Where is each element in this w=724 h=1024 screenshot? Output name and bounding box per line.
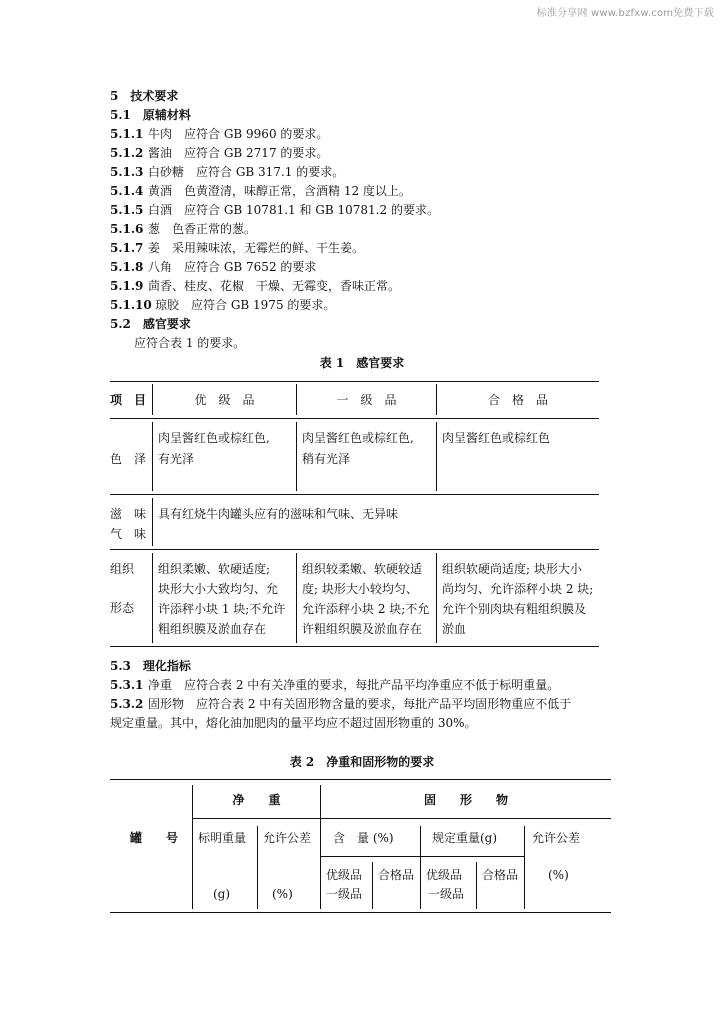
table-1-rule [110, 418, 599, 419]
clause-number: 5.1.7 [110, 241, 144, 255]
table-1-cell: 肉呈酱红色或棕红色, [158, 431, 270, 445]
table-1-caption: 表 1 感官要求 [319, 356, 405, 370]
clause-text: 姜 采用辣味浓，无霉烂的鲜、干生姜。 [148, 241, 365, 255]
clause-number: 5.3.1 [110, 678, 144, 692]
table-2-divider [420, 826, 421, 909]
clause-5-1-5 [110, 202, 439, 219]
clause-5-1-6 [110, 221, 256, 238]
clause-number: 5.1.1 [110, 127, 144, 141]
table-2-header-labeled-weight: 标明重量 [198, 831, 247, 845]
table-2-divider [524, 826, 525, 909]
table-1-row-label-smell: 气 味 [110, 527, 147, 541]
table-2-divider [372, 862, 373, 909]
clause-text: 固形物 应符合表 2 中有关固形物含量的要求，每批产品平均固形物重应不低于 [148, 697, 572, 711]
table-1-row-label-shape: 形态 [110, 601, 135, 615]
table-1-divider [152, 498, 153, 546]
table-2-rule [192, 818, 611, 819]
table-1-cell: 许添秤小块 1 块;不允许 [158, 602, 286, 616]
clause-number: 5.1.2 [110, 146, 144, 160]
table-2-header-solids: 固 形 物 [423, 793, 508, 807]
table-1-cell: 肉呈酱红色或棕红色 [442, 431, 551, 445]
table-2-header-can-number: 罐 号 [130, 831, 179, 845]
table-2-header-tolerance: 允许公差 [263, 831, 312, 845]
table-1-cell: 组织较柔嫩、软硬较适 [302, 562, 423, 576]
table-1-divider [296, 422, 297, 491]
table-1-rule [110, 646, 599, 647]
clause-text: 牛肉 应符合 GB 9960 的要求。 [148, 127, 329, 141]
table-1-row-label-taste: 滋 味 [110, 507, 147, 521]
section-5-2-text: 应符合表 1 的要求。 [134, 336, 246, 350]
table-2-caption: 表 2 净重和固形物的要求 [289, 755, 435, 769]
clause-number: 5.1.3 [110, 165, 144, 179]
table-1-cell: 允许添秤小块 2 块;不允 [302, 602, 430, 616]
table-1-cell: 粗组织膜及淤血存在 [158, 622, 267, 636]
clause-text: 黄酒 色黄澄清，味醇正常，含酒精 12 度以上。 [148, 184, 411, 198]
table-2-header-tolerance-solids: 允许公差 [532, 831, 581, 845]
table-1-rule [110, 494, 599, 495]
table-1-cell: 肉呈酱红色或棕红色, [302, 431, 414, 445]
clause-5-1-10 [110, 297, 335, 314]
table-2-divider [476, 862, 477, 909]
table-1-cell: 组织柔嫩、软硬适度; [158, 562, 271, 576]
table-2-unit: (%) [548, 868, 569, 882]
clause-number: 5.1.5 [110, 203, 144, 217]
clause-5-1-7 [110, 240, 364, 257]
table-1-header-first: 一 级 品 [336, 393, 397, 407]
table-1-cell: 淤血 [442, 622, 467, 636]
table-2-rule [320, 856, 524, 857]
table-2-header-content: 含 量 (%) [333, 831, 394, 845]
table-2-unit: (%) [272, 887, 293, 901]
table-2-header-spec-weight: 规定重量(g) [432, 831, 498, 845]
table-1-cell: 有光泽 [158, 452, 195, 466]
table-1-cell: 组织软硬尚适度; 块形大小 [442, 562, 582, 576]
clause-5-3-2 [110, 696, 571, 713]
table-1-row-label-texture: 组织 [110, 562, 135, 576]
clause-text: 琼胶 应符合 GB 1975 的要求。 [155, 298, 336, 312]
table-1-cell: 块形大小大致均匀、允 [158, 582, 279, 596]
table-2-divider [257, 826, 258, 909]
table-1-cell: 尚均匀、允许添秤小块 2 块; [442, 582, 594, 596]
watermark: 标准分享网 www.bzfxw.com免费下载 [536, 8, 714, 19]
clause-5-3-2-continued: 规定重量。其中，熔化油加肥肉的量平均应不超过固形物重的 30%。 [110, 716, 477, 730]
table-1-divider [436, 422, 437, 491]
table-1-row-label-color: 色 泽 [110, 452, 147, 466]
table-1-header-qualified: 合 格 品 [487, 393, 548, 407]
clause-text: 酱油 应符合 GB 2717 的要求。 [148, 146, 329, 160]
table-1-rule [110, 549, 599, 550]
clause-text: 葱 色香正常的葱。 [148, 222, 257, 236]
table-1-header-superior: 优 级 品 [194, 393, 255, 407]
clause-5-1-9 [110, 278, 400, 295]
table-2-grade: 优级品 [326, 868, 363, 882]
section-5-1-heading: 5.1 原辅材料 [110, 108, 191, 122]
clause-number: 5.1.4 [110, 184, 144, 198]
table-1-cell: 允许个别肉块有粗组织膜及 [442, 602, 587, 616]
clause-text: 白砂糖 应符合 GB 317.1 的要求。 [148, 165, 345, 179]
table-2-grade: 合格品 [378, 868, 415, 882]
table-2-rule [110, 779, 611, 780]
section-5-heading: 5 技术要求 [110, 89, 179, 103]
table-1-divider [152, 553, 153, 643]
table-1-cell: 度; 块形大小较均匀、 [302, 582, 418, 596]
clause-5-1-3 [110, 164, 344, 181]
table-2-grade: 一级品 [326, 887, 363, 901]
clause-text: 茴香、桂皮、花椒 干燥、无霉变，香味正常。 [148, 279, 401, 293]
table-2-unit: (g) [213, 887, 231, 901]
clause-5-1-1 [110, 126, 328, 143]
table-1-cell: 稍有光泽 [302, 452, 351, 466]
table-1-header-item: 项 目 [110, 393, 147, 407]
table-1-divider [152, 422, 153, 491]
clause-text: 白酒 应符合 GB 10781.1 和 GB 10781.2 的要求。 [148, 203, 439, 217]
table-1-rule [110, 381, 599, 382]
clause-number: 5.1.8 [110, 260, 144, 274]
clause-5-3-1 [110, 677, 559, 694]
section-5-2-heading: 5.2 感官要求 [110, 317, 191, 331]
table-2-rule [110, 912, 611, 913]
clause-text: 八角 应符合 GB 7652 的要求 [148, 260, 317, 274]
clause-number: 5.1.10 [110, 298, 152, 312]
table-2-grade: 优级品 [426, 868, 463, 882]
clause-5-1-4 [110, 183, 411, 200]
clause-number: 5.1.9 [110, 279, 144, 293]
clause-number: 5.1.6 [110, 222, 144, 236]
table-1-divider [296, 553, 297, 643]
table-2-grade: 一级品 [428, 887, 465, 901]
clause-5-1-8 [110, 259, 316, 276]
clause-text: 净重 应符合表 2 中有关净重的要求，每批产品平均净重应不低于标明重量。 [148, 678, 560, 692]
clause-5-1-2 [110, 145, 328, 162]
table-1-cell: 许粗组织膜及淤血存在 [302, 622, 423, 636]
clause-number: 5.3.2 [110, 697, 144, 711]
table-2-header-net-weight: 净 重 [232, 793, 281, 807]
table-1-divider [436, 553, 437, 643]
section-5-3-heading: 5.3 理化指标 [110, 659, 191, 673]
table-1-cell: 具有红烧牛肉罐头应有的滋味和气味、无异味 [158, 507, 399, 521]
table-2-grade: 合格品 [482, 868, 519, 882]
